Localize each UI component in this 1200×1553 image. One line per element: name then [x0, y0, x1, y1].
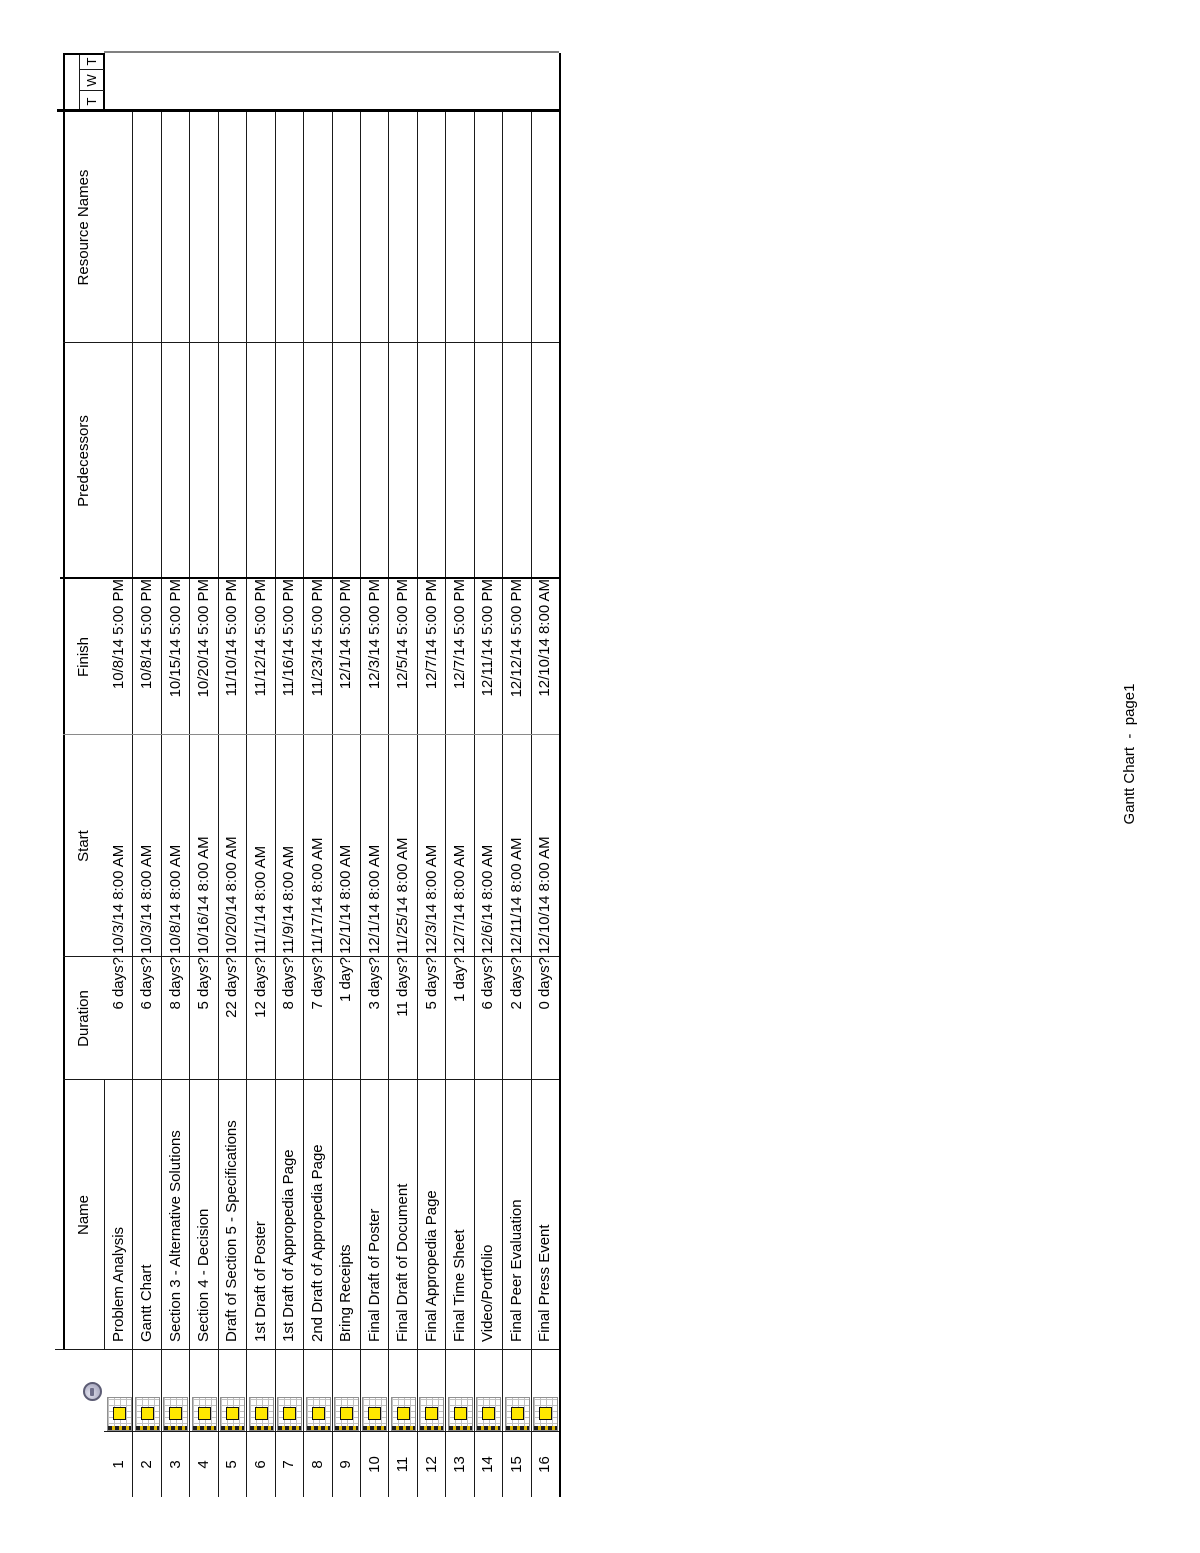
column-header-name: Name: [75, 1195, 92, 1236]
column-header-start: Start: [75, 830, 92, 862]
task-duration-cell: 22 days?: [223, 957, 241, 1018]
task-start-cell: 12/11/14 8:00 AM: [507, 837, 525, 954]
task-predecessors-cell: [246, 343, 274, 579]
column-header-finish: Finish: [75, 637, 92, 678]
timescale-day-3: T: [84, 57, 99, 66]
task-name-cell: Video/Portfolio: [479, 1244, 497, 1342]
task-finish-cell: 12/12/14 5:00 PM: [507, 579, 525, 698]
task-resource-names-cell: [275, 112, 303, 343]
task-predecessors-cell: [275, 343, 303, 579]
task-name-cell: Section 4 - Decision: [195, 1208, 213, 1342]
task-table-icon: [249, 1397, 274, 1431]
task-start-cell: 11/9/14 8:00 AM: [280, 845, 298, 954]
task-start-cell: 10/3/14 8:00 AM: [109, 844, 127, 954]
row-id: 16: [536, 1456, 554, 1473]
task-table-icon: [306, 1397, 331, 1431]
row-id: 11: [394, 1456, 412, 1473]
row-id: 5: [223, 1460, 241, 1469]
row-id: 14: [479, 1456, 497, 1473]
task-duration-cell: 0 days?: [536, 957, 554, 1010]
column-header-predecessors: Predecessors: [75, 415, 92, 507]
column-header-duration: Duration: [75, 990, 92, 1047]
task-duration-cell: 3 days?: [365, 957, 383, 1010]
task-name-cell: Final Peer Evaluation: [507, 1199, 525, 1342]
task-predecessors-cell: [388, 343, 416, 579]
task-table-icon: [505, 1397, 530, 1431]
table-top-border: [63, 53, 65, 1350]
task-finish-cell: 10/15/14 5:00 PM: [166, 579, 184, 698]
row-id: 12: [422, 1456, 440, 1473]
task-duration-cell: 6 days?: [138, 957, 156, 1010]
task-duration-cell: 6 days?: [479, 957, 497, 1010]
task-name-cell: Problem Analysis: [109, 1226, 127, 1342]
task-duration-cell: 5 days?: [422, 957, 440, 1010]
task-predecessors-cell: [531, 343, 559, 579]
task-start-cell: 12/1/14 8:00 AM: [365, 844, 383, 954]
page-footer: Gantt Chart - page1: [1121, 683, 1138, 825]
task-finish-cell: 12/10/14 8:00 AM: [536, 579, 554, 697]
task-table-icon: [192, 1397, 217, 1431]
task-duration-cell: 8 days?: [166, 957, 184, 1010]
chart-header-right-border: [63, 53, 104, 55]
task-start-cell: 12/1/14 8:00 AM: [337, 844, 355, 954]
task-finish-cell: 12/7/14 5:00 PM: [422, 579, 440, 690]
task-name-cell: 2nd Draft of Appropedia Page: [308, 1144, 326, 1342]
task-table-icon: [448, 1397, 473, 1431]
row-id: 1: [109, 1460, 127, 1469]
task-finish-cell: 10/8/14 5:00 PM: [109, 579, 127, 690]
task-resource-names-cell: [388, 112, 416, 343]
row-id: 13: [450, 1456, 468, 1473]
task-resource-names-cell: [417, 112, 445, 343]
task-name-cell: Final Draft of Document: [394, 1183, 412, 1342]
task-finish-cell: 11/12/14 5:00 PM: [251, 579, 269, 697]
task-predecessors-cell: [104, 343, 132, 579]
task-name-cell: Final Press Event: [536, 1224, 554, 1342]
task-finish-cell: 12/11/14 5:00 PM: [479, 579, 497, 697]
task-name-cell: Gantt Chart: [138, 1264, 156, 1342]
task-table-icon: [135, 1397, 160, 1431]
task-resource-names-cell: [474, 112, 502, 343]
task-start-cell: 12/10/14 8:00 AM: [536, 836, 554, 954]
task-finish-cell: 11/10/14 5:00 PM: [223, 579, 241, 697]
task-predecessors-cell: [502, 343, 530, 579]
task-start-cell: 12/7/14 8:00 AM: [450, 844, 468, 954]
table-bottom-border: [559, 53, 561, 1497]
task-start-cell: 11/1/14 8:00 AM: [251, 845, 269, 954]
task-table-icon: [220, 1397, 245, 1431]
task-resource-names-cell: [360, 112, 388, 343]
task-table-icon: [107, 1397, 132, 1431]
task-table-icon: [362, 1397, 387, 1431]
row-id: 2: [138, 1460, 156, 1469]
task-name-cell: Draft of Section 5 - Specifications: [223, 1120, 241, 1342]
task-predecessors-cell: [218, 343, 246, 579]
timescale-day-separator: [79, 90, 104, 91]
task-resource-names-cell: [445, 112, 473, 343]
task-resource-names-cell: [502, 112, 530, 343]
task-start-cell: 12/6/14 8:00 AM: [479, 844, 497, 954]
task-predecessors-cell: [360, 343, 388, 579]
task-resource-names-cell: [161, 112, 189, 343]
timescale-day-separator: [79, 69, 104, 70]
task-name-cell: Final Appropedia Page: [422, 1190, 440, 1342]
task-predecessors-cell: [445, 343, 473, 579]
timescale-day-1: T: [84, 97, 99, 106]
task-resource-names-cell: [132, 112, 160, 343]
task-duration-cell: 11 days?: [394, 957, 412, 1017]
task-duration-cell: 2 days?: [507, 957, 525, 1010]
task-resource-names-cell: [332, 112, 360, 343]
task-name-cell: 1st Draft of Poster: [251, 1221, 269, 1342]
task-predecessors-cell: [417, 343, 445, 579]
task-finish-cell: 10/8/14 5:00 PM: [138, 579, 156, 690]
row-id: 6: [251, 1460, 269, 1469]
task-finish-cell: 11/16/14 5:00 PM: [280, 579, 298, 697]
task-table-icon: [419, 1397, 444, 1431]
task-name-cell: 1st Draft of Appropedia Page: [280, 1149, 298, 1342]
timescale-day-2: W: [84, 74, 99, 87]
task-table-icon: [476, 1397, 501, 1431]
task-table-icon: [391, 1397, 416, 1431]
task-resource-names-cell: [104, 112, 132, 343]
task-name-cell: Section 3 - Alternative Solutions: [166, 1130, 184, 1342]
row-id: 10: [365, 1456, 383, 1473]
task-predecessors-cell: [474, 343, 502, 579]
task-resource-names-cell: [246, 112, 274, 343]
column-header-resource-names: Resource Names: [75, 169, 92, 286]
task-duration-cell: 8 days?: [280, 957, 298, 1010]
task-duration-cell: 7 days?: [308, 957, 326, 1010]
row-id: 15: [507, 1456, 525, 1473]
task-start-cell: 10/20/14 8:00 AM: [223, 836, 241, 954]
task-resource-names-cell: [303, 112, 331, 343]
task-name-cell: Final Draft of Poster: [365, 1208, 383, 1342]
task-finish-cell: 12/7/14 5:00 PM: [450, 579, 468, 690]
task-predecessors-cell: [189, 343, 217, 579]
task-table-icon: [277, 1397, 302, 1431]
task-resource-names-cell: [531, 112, 559, 343]
task-table-icon: [533, 1397, 558, 1431]
task-duration-cell: 5 days?: [195, 957, 213, 1010]
task-predecessors-cell: [303, 343, 331, 579]
task-name-cell: Bring Receipts: [337, 1244, 355, 1342]
task-finish-cell: 12/1/14 5:00 PM: [337, 579, 355, 690]
task-start-cell: 10/16/14 8:00 AM: [195, 836, 213, 954]
chart-header-bottom-line: [103, 53, 105, 112]
task-start-cell: 11/17/14 8:00 AM: [308, 837, 326, 954]
row-id: 8: [308, 1460, 326, 1469]
task-start-cell: 12/3/14 8:00 AM: [422, 844, 440, 954]
task-finish-cell: 12/5/14 5:00 PM: [394, 579, 412, 690]
task-predecessors-cell: [332, 343, 360, 579]
task-start-cell: 10/8/14 8:00 AM: [166, 844, 184, 954]
task-predecessors-cell: [132, 343, 160, 579]
timescale-tier-line: [79, 53, 80, 112]
task-table-icon: [334, 1397, 359, 1431]
task-start-cell: 10/3/14 8:00 AM: [138, 844, 156, 954]
row-id: 7: [280, 1460, 298, 1469]
task-name-cell: Final Time Sheet: [450, 1229, 468, 1342]
row-id: 9: [337, 1460, 355, 1469]
task-finish-cell: 11/23/14 5:00 PM: [308, 579, 326, 697]
task-duration-cell: 1 day?: [337, 957, 355, 1003]
task-duration-cell: 12 days?: [251, 957, 269, 1018]
task-finish-cell: 10/20/14 5:00 PM: [195, 579, 213, 698]
task-start-cell: 11/25/14 8:00 AM: [394, 837, 412, 954]
task-duration-cell: 1 day?: [450, 957, 468, 1003]
task-resource-names-cell: [189, 112, 217, 343]
task-resource-names-cell: [218, 112, 246, 343]
task-table-icon: [163, 1397, 188, 1431]
chart-right-border: [104, 51, 559, 53]
row-id: 4: [195, 1460, 213, 1469]
row-id: 3: [166, 1460, 184, 1469]
task-predecessors-cell: [161, 343, 189, 579]
task-finish-cell: 12/3/14 5:00 PM: [365, 579, 383, 690]
task-duration-cell: 6 days?: [109, 957, 127, 1010]
